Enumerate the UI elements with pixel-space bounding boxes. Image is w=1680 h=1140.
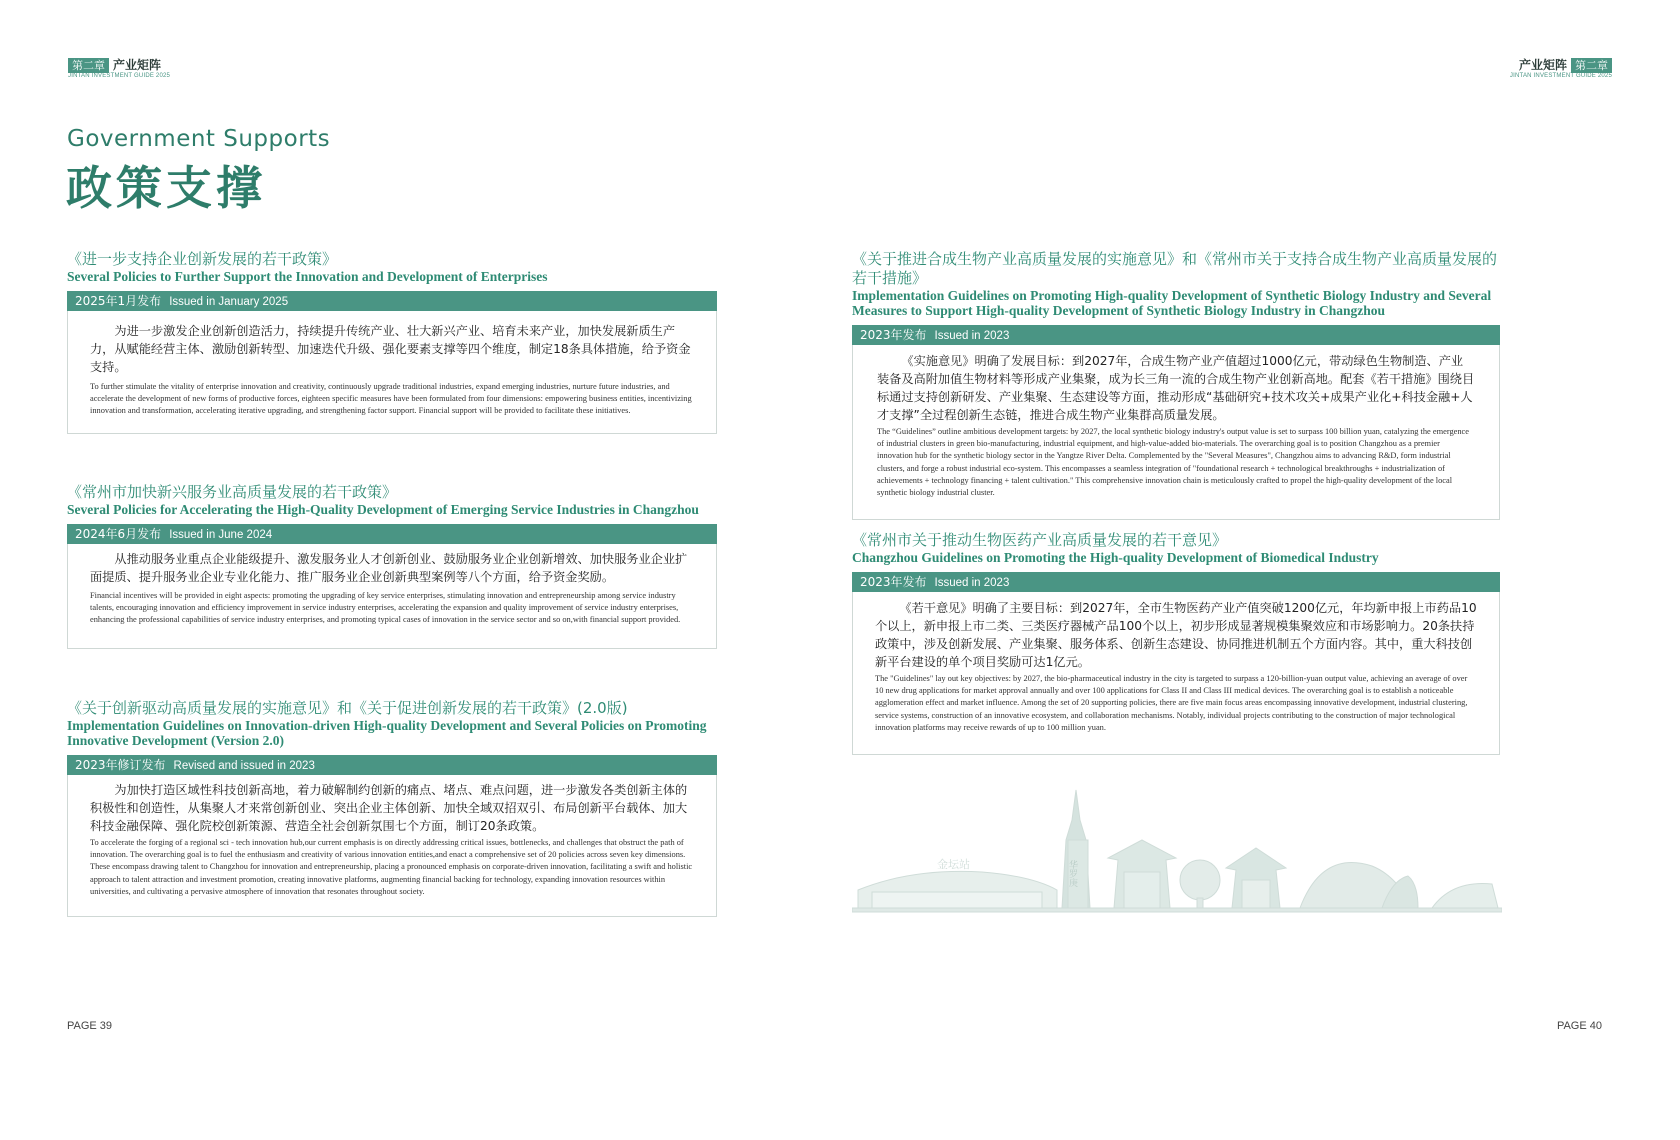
policy-title-zh: 《进一步支持企业创新发展的若干政策》 xyxy=(67,250,338,268)
tower-sign: 华罗庚 xyxy=(1067,860,1077,887)
page-number-left: PAGE 39 xyxy=(67,1020,113,1032)
policy-body-en: To accelerate the forging of a regional sci - tech innovation hub,our current emphasis is on directly addressing critical issues, bottlenecks, and challenges that obstruct the path of innovation. The overarching goal is to fuel the enthusiasm and creativity of various innovation entities,and enact a comprehensive set of 20 policies across seven key dimensions. These encompass drawing talent to Changzhou for innovation and entrepreneurship, placing a pronounced emphasis on corporate-driven innovation, facilitating a swift and holistic approach to talent attraction and investment promotion, creating innovative platforms, augmenting financial backing for technology, expanding innovation resources within universities, and cultivating a pervasive atmosphere of innovation that resonates throughout society. xyxy=(90,838,693,896)
header-left xyxy=(68,54,170,79)
policy-body-en: Financial incentives will be provided in eight aspects: promoting the upgrading of key service enterprises, stimulating innovation and entrepreneurship among service industry talents, encouraging innovation and efficiency improvement in service industry enterprises, accelerating the expansion and quality improvement of service industry enterprises, enhancing the professional capabilities of service industry enterprises, and promoting typical cases of innovation in the service sector and so on,with financial support provided. xyxy=(90,591,681,625)
policy-title-en: Implementation Guidelines on Promoting High-quality Development of Synthetic Biology Industry and Several Measures to Support High-quality Development of Synthetic Biology Industry in Changzhou xyxy=(852,288,1492,318)
policy-title-zh: 《常州市加快新兴服务业高质量发展的若干政策》 xyxy=(67,483,398,501)
chapter-tag: 第二章 xyxy=(68,58,109,73)
policy-body-zh: 《实施意见》明确了发展目标：到2027年，合成生物产业产值超过1000亿元，带动绿色生物制造、产业装备及高附加值生物材料等形成产业集聚，成为长三角一流的合成生物产业创新高地。配套《若干措施》围绕目标通过支持创新研发、产业集聚、生态建设等方面，推动形成“基础研究+技术攻关+成果产业化+科技金融+人才支撑”全过程创新生态链，推进合成生物产业集群高质量发展。 xyxy=(877,354,1475,422)
date-zh: 2023年发布 xyxy=(860,328,927,342)
policy-title-zh: 《关于推进合成生物产业高质量发展的实施意见》和《常州市关于支持合成生物产业高质量发展的若干措施》 xyxy=(852,250,1498,287)
policy-card xyxy=(67,699,717,917)
policy-card xyxy=(852,531,1500,755)
policy-date-bar xyxy=(852,572,1500,592)
policy-date-bar xyxy=(67,755,717,775)
header-right xyxy=(1510,54,1612,79)
policy-body xyxy=(67,775,717,917)
date-en: Issued in June 2024 xyxy=(169,529,273,541)
policy-title-en: Changzhou Guidelines on Promoting the High-quality Development of Biomedical Industry xyxy=(852,550,1379,565)
station-sign: 金坛站 xyxy=(937,858,970,871)
date-zh: 2023年修订发布 xyxy=(75,758,166,772)
chapter-tag: 第二章 xyxy=(1571,58,1612,73)
date-zh: 2024年6月发布 xyxy=(75,527,162,541)
policy-date-bar xyxy=(67,291,717,311)
policy-body-en: The “Guidelines” outline ambitious development targets: by 2027, the local synthetic biology industry's output value is set to surpass 100 billion yuan, catalyzing the emergence of industrial clusters in green bio-manufacturing, industrial equipment, and high-value-added bio-materials. The overarching goal is to position Changzhou as a premier innovation hub for the synthetic biology sector in the Yangtze River Delta. Complemented by the "Several Measures", Changzhou aims to advancing R&D, form industrial clusters, and forge a robust industrial eco-system. This encompasses a seamless integration of "foundational research + technological breakthroughs + industrialization of achievements + technology financing + talent cultivation." This comprehensive innovation chain is meticulously crafted to propel the high-quality development of the local synthetic biology industrial cluster. xyxy=(877,427,1469,498)
policy-title-en: Implementation Guidelines on Innovation-driven High-quality Development and Several Policies on Promoting Innovative Development (Version 2.0) xyxy=(67,718,707,748)
policy-body-en: The "Guidelines" lay out key objectives: by 2027, the bio-pharmaceutical industry in the city is targeted to surpass a 120-billion-yuan output value, achieving an average of over 10 new drug applications for market approval annually and over 100 applications for Class II and Class III medical devices. The overarching goal is to establish a noticeable agglomeration effect and market influence. Among the set of 20 supporting policies, there are five main focus areas encompassing innovative development, industrial clustering, service systems, construction of an innovative ecosystem, and collaboration mechanisms. Notably, individual projects contributing to the construction of major technological innovation platforms may receive rewards of up to 100 million yuan. xyxy=(875,674,1468,732)
date-zh: 2023年发布 xyxy=(860,575,927,589)
policy-card xyxy=(67,483,717,649)
policy-title-zh: 《常州市关于推动生物医药产业高质量发展的若干意见》 xyxy=(852,531,1228,549)
section-title-zh: 政策支撑 xyxy=(66,161,266,215)
policy-body xyxy=(852,592,1500,755)
city-skyline-illustration xyxy=(852,780,1502,920)
policy-title-zh: 《关于创新驱动高质量发展的实施意见》和《关于促进创新发展的若干政策》(2.0版) xyxy=(67,699,628,717)
guide-label: JINTAN INVESTMENT GUIDE 2025 xyxy=(1509,73,1612,79)
date-en: Issued in 2023 xyxy=(934,330,1010,342)
policy-card xyxy=(67,250,717,434)
date-zh: 2025年1月发布 xyxy=(75,294,162,308)
policy-body xyxy=(852,345,1500,520)
policy-body-zh: 为加快打造区域性科技创新高地，着力破解制约创新的痛点、堵点、难点问题，进一步激发各类创新主体的积极性和创造性，从集聚人才来常创新创业、突出企业主体创新、加快全域双招双引、布局创新平台载体、加大科技金融保障、强化院校创新策源、营造全社会创新氛围七个方面，制订20条政策。 xyxy=(90,783,688,833)
policy-body-zh: 为进一步激发企业创新创造活力，持续提升传统产业、壮大新兴产业、培育未来产业，加快发展新质生产力，从赋能经营主体、激励创新转型、加速迭代升级、强化要素支撑等四个维度，制定18条具体措施，给予资金支持。 xyxy=(90,324,691,374)
policy-card xyxy=(852,250,1500,520)
policy-body xyxy=(67,544,717,649)
page-number-right: PAGE 40 xyxy=(1556,1020,1602,1032)
guide-label: JINTAN INVESTMENT GUIDE 2025 xyxy=(68,73,171,79)
chapter-name: 产业矩阵 xyxy=(1518,58,1567,72)
policy-body xyxy=(67,311,717,434)
chapter-name: 产业矩阵 xyxy=(113,58,162,72)
policy-date-bar xyxy=(852,325,1500,345)
section-title-en: Government Supports xyxy=(67,126,331,152)
policy-title-en: Several Policies to Further Support the Innovation and Development of Enterprises xyxy=(67,269,548,284)
policy-body-zh: 《若干意见》明确了主要目标：到2027年，全市生物医药产业产值突破1200亿元，年均新申报上市药品10个以上，新申报上市二类、三类医疗器械产品100个以上，初步形成显著规模集聚效应和市场影响力。20条扶持政策中，涉及创新发展、产业集聚、服务体系、创新生态建设、协同推进机制五个方面内容。其中，重大科技创新平台建设的单个项目奖励可达1亿元。 xyxy=(875,601,1477,669)
date-en: Issued in January 2025 xyxy=(169,296,289,308)
date-en: Revised and issued in 2023 xyxy=(173,760,315,772)
date-en: Issued in 2023 xyxy=(934,577,1010,589)
policy-body-en: To further stimulate the vitality of enterprise innovation and creativity, continuously upgrade traditional industries, expand emerging industries, nurture future industries, and accelerate the development of new forms of productive forces, eighteen specific measures have been formulated from four dimensions: empowering business entities, incentivizing innovation and transformation, accelerating iterative upgrading, and strengthening factor support. Financial support will be provided to facilitate these initiatives. xyxy=(90,382,692,416)
policy-title-en: Several Policies for Accelerating the High-Quality Development of Emerging Service Industries in Changzhou xyxy=(67,502,699,517)
policy-date-bar xyxy=(67,524,717,544)
policy-body-zh: 从推动服务业重点企业能级提升、激发服务业人才创新创业、鼓励服务业企业创新增效、加快服务业企业扩面提质、提升服务业企业专业化能力、推广服务业企业创新典型案例等八个方面，给予资金奖励。 xyxy=(90,552,688,584)
